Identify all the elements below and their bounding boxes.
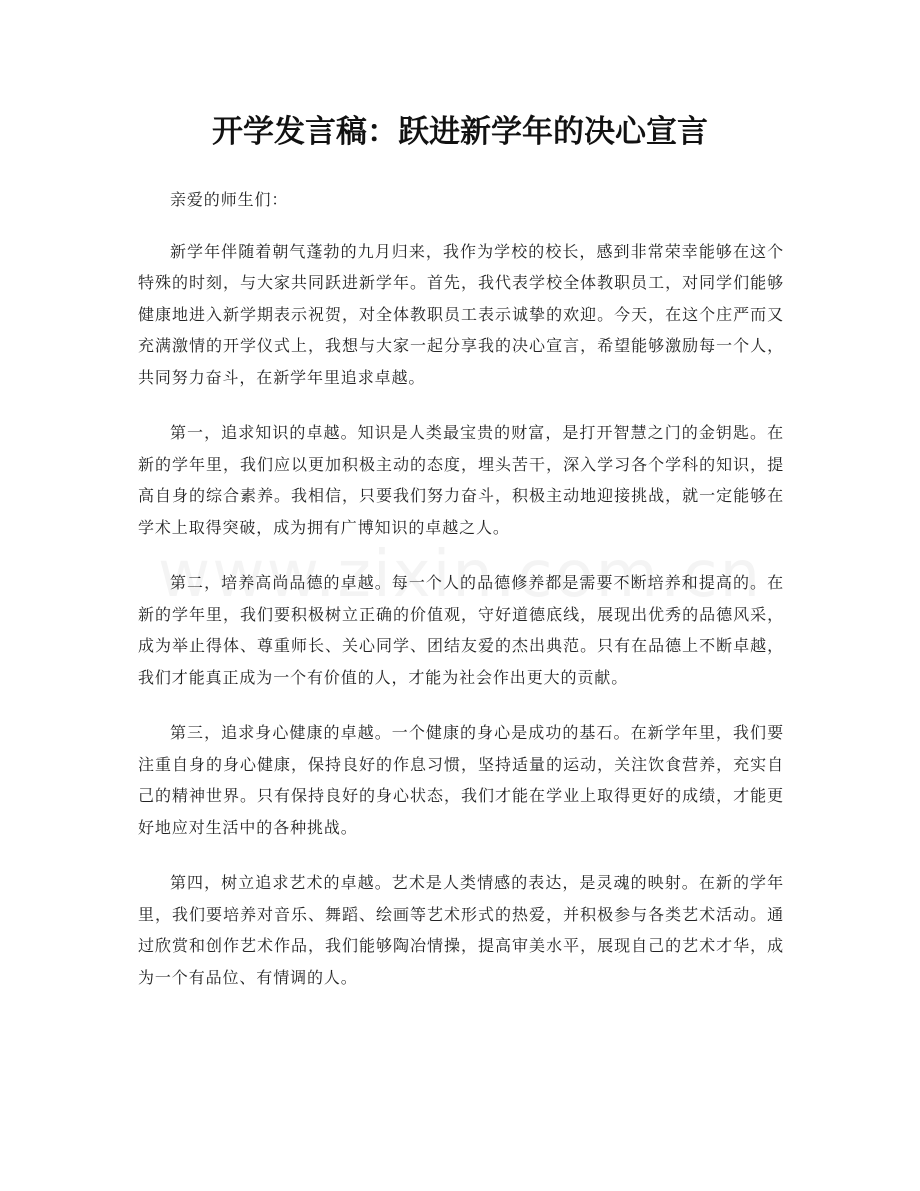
paragraph-knowledge: 第一，追求知识的卓越。知识是人类最宝贵的财富，是打开智慧之门的金钥匙。在新的学年里，我们应以更加积极主动的态度，埋头苦干，深入学习各个学科的知识，提高自身的综合素养。我相信，只要我们努力奋斗，积极主动地迎接挑战，就一定能够在学术上取得突破，成为拥有广博知识的卓越之人。 <box>138 423 784 537</box>
document-title: 开学发言稿：跃进新学年的决心宣言 <box>212 114 708 150</box>
paragraph-art: 第四，树立追求艺术的卓越。艺术是人类情感的表达，是灵魂的映射。在新的学年里，我们要培养对音乐、舞蹈、绘画等艺术形式的热爱，并积极参与各类艺术活动。通过欣赏和创作艺术作品，我们能够陶冶情操，提高审美水平，展现自己的艺术才华，成为一个有品位、有情调的人。 <box>138 873 784 987</box>
paragraph-morality: 第二，培养高尚品德的卓越。每一个人的品德修养都是需要不断培养和提高的。在新的学年里，我们要积极树立正确的价值观，守好道德底线，展现出优秀的品德风采，成为举止得体、尊重师长、关心同学、团结友爱的杰出典范。只有在品德上不断卓越，我们才能真正成为一个有价值的人，才能为社会作出更大的贡献。 <box>138 573 784 687</box>
salutation: 亲爱的师生们： <box>170 190 289 209</box>
document-body <box>138 184 784 1017</box>
paragraph-intro: 新学年伴随着朝气蓬勃的九月归来，我作为学校的校长，感到非常荣幸能够在这个特殊的时刻，与大家共同跃进新学年。首先，我代表学校全体教职员工，对同学们能够健康地进入新学期表示祝贺，对全体教职员工表示诚挚的欢迎。今天，在这个庄严而又充满激情的开学仪式上，我想与大家一起分享我的决心宣言，希望能够激励每一个人，共同努力奋斗，在新学年里追求卓越。 <box>138 241 784 387</box>
paragraph-health: 第三，追求身心健康的卓越。一个健康的身心是成功的基石。在新学年里，我们要注重自身的身心健康，保持良好的作息习惯，坚持适量的运动，关注饮食营养，充实自己的精神世界。只有保持良好的身心状态，我们才能在学业上取得更好的成绩，才能更好地应对生活中的各种挑战。 <box>138 723 784 837</box>
